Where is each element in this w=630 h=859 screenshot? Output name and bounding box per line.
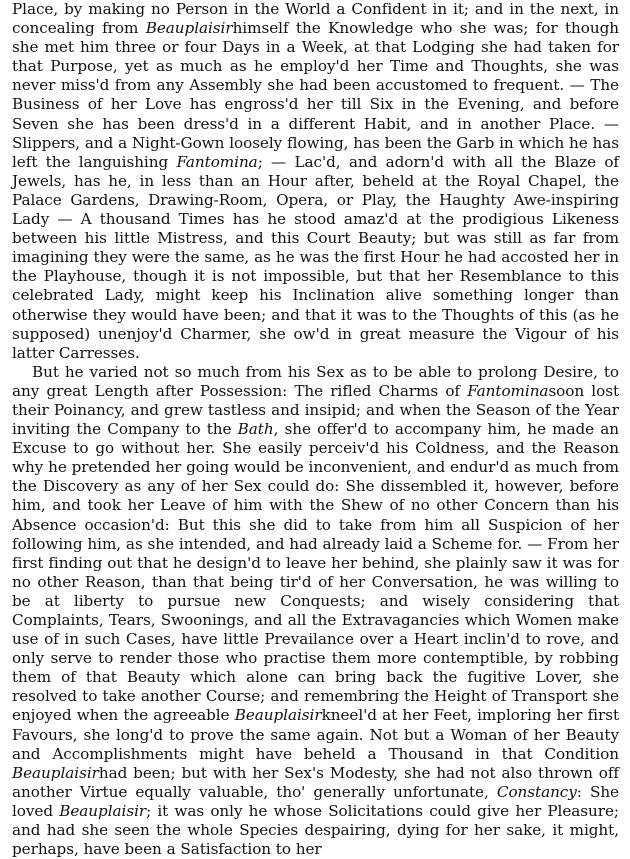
paragraph-1: [12, 0, 619, 363]
text-run: , she offer'd to accompany him, he made an Excuse to go without her. She easily perceiv'd his Coldness, and the Reason why he pretended her going would be inconvenient, and endur'd as much from the Discovery as any of her Sex could do: She dissembled it, however, before him, and took her Leave of him with the Shew of no other Concern than his Absence occasion'd: But this she did to take from him all Suspicion of her following him, as she intended, and had already laid a Scheme for. — From her first finding out that he design'd to leave her behind, she plainly saw it was for no other Reason, than that being tir'd of her Conversation, he was willing to be at liberty to pursue new Conquests; and wisely considering that Complaints, Tears, Swoonings, and all the Extravagancies which Women make use of in such Cases, have little Prevailance over a Heart inclin'd to rove, and only serve to render those who practise them more contemptible, by robbing them of that Beauty which alone can bring back the fugitive Lover, she resolved to take another Course; and remembring the Height of Transport she enjoyed when the agreeable: [12, 420, 619, 725]
italic-text-run: Fantomina: [176, 152, 258, 171]
paragraph-2: [12, 363, 619, 859]
text-run: kneel'd at her Feet, imploring her first Favours, she long'd to prove the same again. Not but a Woman of her Beauty and Accomplishments might have beheld a Thousand in that Condition: [12, 706, 619, 763]
italic-text-run: Bath: [237, 420, 274, 439]
text-run: ; it was only he whose Solicitations could give her Pleasure; and had she seen the whole Species despairing, dying for her sake, it might, perhaps, have been a Satisfaction to her: [12, 801, 619, 859]
italic-text-run: Beauplaisir: [59, 801, 147, 820]
text-run: ; — Lac'd, and adorn'd with all the Blaze of Jewels, has he, in less than an Hour after, beheld at the Royal Chapel, the Palace Gardens, Drawing-Room, Opera, or Play, the Haughty Awe-inspiring Lady — A thousand Times has he stood amaz'd at the prodigious Likeness between his little Mistress, and this Court Beauty; but was still as far from imagining they were the same, as he was the first Hour he had accosted her in the Playhouse, though it is not impossible, but that her Resemblance to this celebrated Lady, might keep his Inclination alive something longer than otherwise they would have been; and that it was to the Thoughts of this (as he supposed) unenjoy'd Charmer, she ow'd in great measure the Vigour of his latter Carresses.: [12, 152, 619, 362]
text-run: Place, by making no Person in the World a Confident in it; and in the next, in concealing from: [12, 0, 619, 38]
text-run: But he varied not so much from his Sex as to be able to prolong Desire, to any great Length after Possession: The rifled Charms of: [12, 362, 619, 400]
italic-text-run: Beauplaisir: [12, 763, 99, 782]
text-run: soon lost their Poinancy, and grew tastless and insipid; and when the Season of the Year inviting the Company to the: [12, 381, 620, 439]
document-page: [12, 0, 619, 859]
italic-text-run: Beauplaisir: [234, 706, 322, 725]
italic-text-run: Beauplaisir: [145, 19, 233, 38]
text-run: himself the Knowledge who she was; for though she met him three or four Days in a Week, at that Lodging she had taken for that Purpose, yet as much as he employ'd her Time and Thoughts, she was never miss'd from any Assembly she had been accustomed to frequent. — The Business of her Love has engross'd her till Six in the Evening, and before Seven she has been dress'd in a different Habit, and in another Place. — Slippers, and a Night-Gown loosely flowing, has been the Garb in which he has left the languishing: [12, 19, 619, 171]
text-run: : She loved: [12, 782, 619, 820]
text-run: had been; but with her Sex's Modesty, she had not also thrown off another Virtue equally valuable, tho' generally unfortunate,: [12, 763, 619, 801]
italic-text-run: Constancy: [496, 782, 577, 801]
italic-text-run: Fantomina: [467, 381, 549, 400]
